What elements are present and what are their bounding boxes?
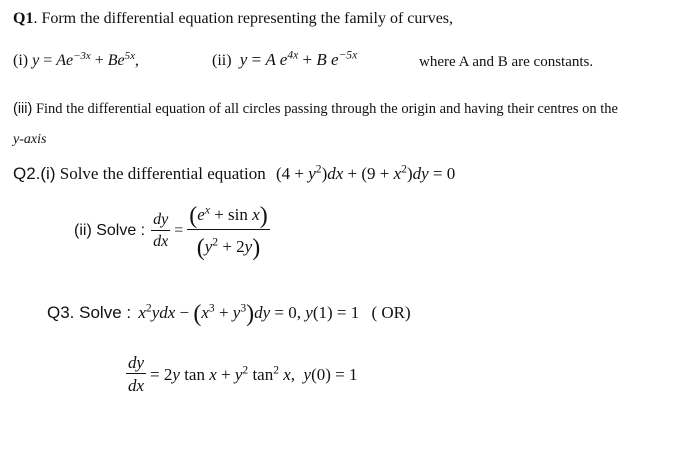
math-term: B e bbox=[316, 50, 339, 69]
math-term: + bbox=[298, 50, 317, 69]
math-term: , bbox=[134, 52, 139, 69]
q2-lhs-fraction bbox=[151, 212, 170, 250]
q1-part-iii-label: (iii) bbox=[13, 101, 33, 117]
q2-part-ii bbox=[74, 203, 272, 261]
math-term: y bbox=[308, 164, 316, 183]
q3-line bbox=[47, 301, 411, 327]
q1-part-i-equation bbox=[32, 52, 139, 69]
q2-part-ii-label: (ii) Solve : bbox=[74, 221, 146, 239]
q1-heading bbox=[13, 11, 453, 27]
q1-part-iii bbox=[13, 102, 618, 117]
q1-label: Q1 bbox=[13, 10, 34, 27]
math-term: + bbox=[90, 52, 108, 69]
math-term: A e bbox=[265, 50, 288, 69]
q2-rhs-numerator: $(e^x + \sin x)$ bbox=[189, 203, 268, 229]
superscript: 2 bbox=[401, 162, 407, 176]
q3-alt-denominator: dx bbox=[128, 376, 145, 395]
superscript: 4x bbox=[287, 48, 299, 62]
q1-part-i-label: (i) bbox=[13, 52, 29, 69]
q1-part-iii-continued: y-axis bbox=[13, 132, 47, 147]
math-term: y bbox=[32, 52, 40, 69]
math-term: dy bbox=[412, 164, 429, 183]
q2-lhs-denominator: dx bbox=[153, 232, 169, 250]
math-term: = bbox=[39, 52, 57, 69]
math-term: ) bbox=[406, 164, 413, 183]
math-term: = 0 bbox=[428, 164, 456, 183]
math-term: = bbox=[247, 50, 266, 69]
math-term: dx bbox=[327, 164, 344, 183]
q3-label: Q3. Solve : bbox=[47, 303, 132, 322]
q3-alt-numerator: dy bbox=[128, 353, 145, 372]
math-term: + (9 + bbox=[343, 164, 394, 183]
superscript: 2 bbox=[315, 162, 322, 176]
math-term: ) bbox=[321, 164, 328, 183]
math-term: Ae bbox=[56, 52, 74, 69]
q2-lhs-numerator: dy bbox=[151, 212, 170, 231]
q2-equals: = bbox=[174, 221, 184, 239]
q3-alt-equation: = 2y $\tan x + y^2$ $\tan^2 x$, y(0) = 1 bbox=[150, 363, 358, 384]
q2-rhs-fraction bbox=[187, 203, 269, 261]
q1-part-ii bbox=[212, 48, 358, 69]
q1-part-i bbox=[13, 50, 139, 69]
q1-header-text: . Form the differential equation representing the family of curves, bbox=[33, 10, 454, 27]
q3-alt bbox=[124, 354, 358, 394]
superscript: −5x bbox=[338, 48, 358, 62]
superscript: 5x bbox=[124, 50, 135, 63]
q2-label: Q2.(i) bbox=[13, 164, 56, 183]
q2-rhs-denominator: $(y^2 + 2y)$ bbox=[196, 235, 261, 261]
q2-part-i-equation bbox=[276, 164, 455, 183]
superscript: −3x bbox=[73, 50, 91, 63]
q1-part-ii-note: where A and B are constants. bbox=[419, 54, 594, 70]
q1-part-ii-equation bbox=[240, 50, 357, 69]
q1-part-iii-text: Find the differential equation of all circles passing through the origin and having their centres on the bbox=[35, 101, 618, 117]
q3-or: ( OR) bbox=[371, 303, 411, 322]
q2-part-i-text: Solve the differential equation bbox=[59, 164, 266, 183]
q1-part-ii-label: (ii) bbox=[212, 52, 232, 69]
q3-alt-fraction bbox=[126, 354, 146, 394]
math-term: (4 + bbox=[275, 164, 309, 183]
q2-part-i bbox=[13, 162, 456, 183]
math-term: x bbox=[393, 164, 402, 183]
math-term: Be bbox=[107, 52, 125, 69]
q3-equation: $x^2ydx - (x^3 + y^3)dy = 0$, y(1) = 1 bbox=[138, 301, 364, 327]
math-term: y bbox=[239, 50, 248, 69]
